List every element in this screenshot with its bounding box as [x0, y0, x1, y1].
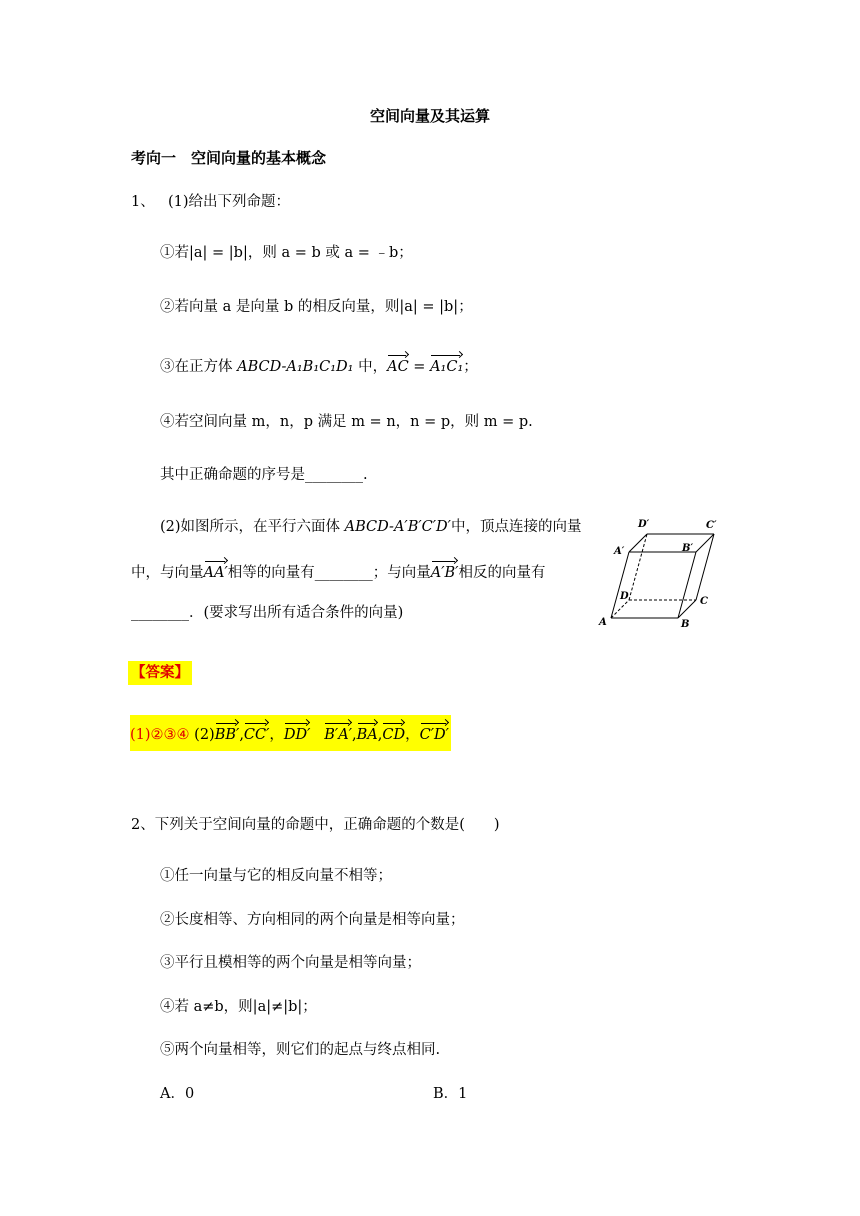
page-title: 空间向量及其运算 [369, 107, 490, 125]
answer-vector-c1d1: C′D′ [419, 727, 449, 743]
parallelepiped-name: ABCD-A′B′C′D′ [344, 519, 451, 535]
proposition-3 [160, 357, 478, 377]
part2-line1-c: 中，顶点连接的向量 [450, 519, 582, 535]
proposition-3-end: ； [463, 359, 478, 375]
part2-line2-b: 相等的向量有________；与向量 [227, 565, 431, 581]
question-2-item: ④若 a≠b，则|a|≠|b|； [160, 999, 317, 1015]
vertex-label-a1: A′ [614, 546, 625, 557]
vertex-label-b: B [681, 619, 690, 630]
part2-line1-a: (2)如图所示，在平行六面体 [160, 519, 345, 535]
answer-box: (1)②③④ (2)BB′,CC′，DD′ B′A′,BA,CD，C′D′ [130, 715, 451, 751]
equals-sign: = [408, 359, 431, 375]
question-number: 1、 [131, 194, 155, 210]
question-2-item: ③平行且模相等的两个向量是相等向量； [160, 955, 421, 971]
answer-part2-prefix: (2) [189, 727, 215, 743]
part2-line1 [160, 517, 581, 537]
proposition-3-prefix: ③在正方体 [160, 359, 238, 375]
answer-vector-cc1: CC′ [243, 727, 270, 743]
edge-dd1-hidden [629, 534, 647, 600]
question-2-stem: 2、下列关于空间向量的命题中，正确命题的个数是( ) [131, 817, 500, 833]
answer-vector-ba: BA [356, 727, 378, 743]
option-b: B．1 [433, 1086, 468, 1102]
part2-line2-c: 相反的向量有 [458, 565, 546, 581]
answer-vector-dd1: DD′ [283, 727, 311, 743]
cube-name: ABCD-A₁B₁C₁D₁ [237, 359, 354, 375]
question-2-item: ⑤两个向量相等，则它们的起点与终点相同. [160, 1042, 441, 1058]
vector-a1b1: A′B′ [430, 565, 459, 581]
proposition-4: ④若空间向量 m，n，p 满足 m = n，n = p，则 m = p. [160, 414, 533, 430]
edge-aa1 [611, 552, 629, 618]
answer-label: 【答案】 [128, 661, 192, 685]
edge-cc1 [696, 534, 714, 600]
vertex-label-c1: C′ [706, 520, 717, 531]
proposition-2: ②若向量 a 是向量 b 的相反向量，则|a| = |b|； [160, 299, 473, 315]
section-heading: 考向一 空间向量的基本概念 [131, 149, 327, 167]
edge-a1d1 [629, 534, 647, 552]
answer-vector-cd: CD [382, 727, 406, 743]
part2-line2-a: 中，与向量 [131, 565, 204, 581]
proposition-3-mid: 中， [353, 359, 388, 375]
question-2-item: ①任一向量与它的相反向量不相等； [160, 868, 392, 884]
part2-line2 [131, 563, 545, 583]
vector-a1c1: A₁C₁ [430, 359, 464, 375]
vertex-label-b1: B′ [682, 543, 694, 554]
question-2-item: ②长度相等、方向相同的两个向量是相等向量； [160, 912, 465, 928]
proposition-1: ①若|a| = |b|，则 a = b 或 a = ﹣b； [160, 245, 413, 261]
vertex-label-d: D [620, 591, 629, 602]
answer-part1: (1)②③④ [130, 727, 190, 743]
part2-line3: ________．(要求写出所有适合条件的向量) [131, 605, 404, 621]
parallelepiped-figure [594, 515, 724, 630]
vertex-label-a: A [599, 617, 607, 628]
question-intro: (1)给出下列命题： [168, 194, 291, 210]
question-ask: 其中正确命题的序号是________. [160, 467, 368, 483]
edge-bb1 [678, 552, 696, 618]
vertex-label-d1: D′ [638, 519, 650, 530]
answer-vector-bb1: BB′ [214, 727, 240, 743]
vertex-label-c: C [700, 596, 708, 607]
vector-ac: AC [387, 359, 409, 375]
vector-aa1: AA′ [203, 565, 228, 581]
option-a: A．0 [160, 1086, 195, 1102]
answer-vector-b1a1: B′A′ [324, 727, 352, 743]
